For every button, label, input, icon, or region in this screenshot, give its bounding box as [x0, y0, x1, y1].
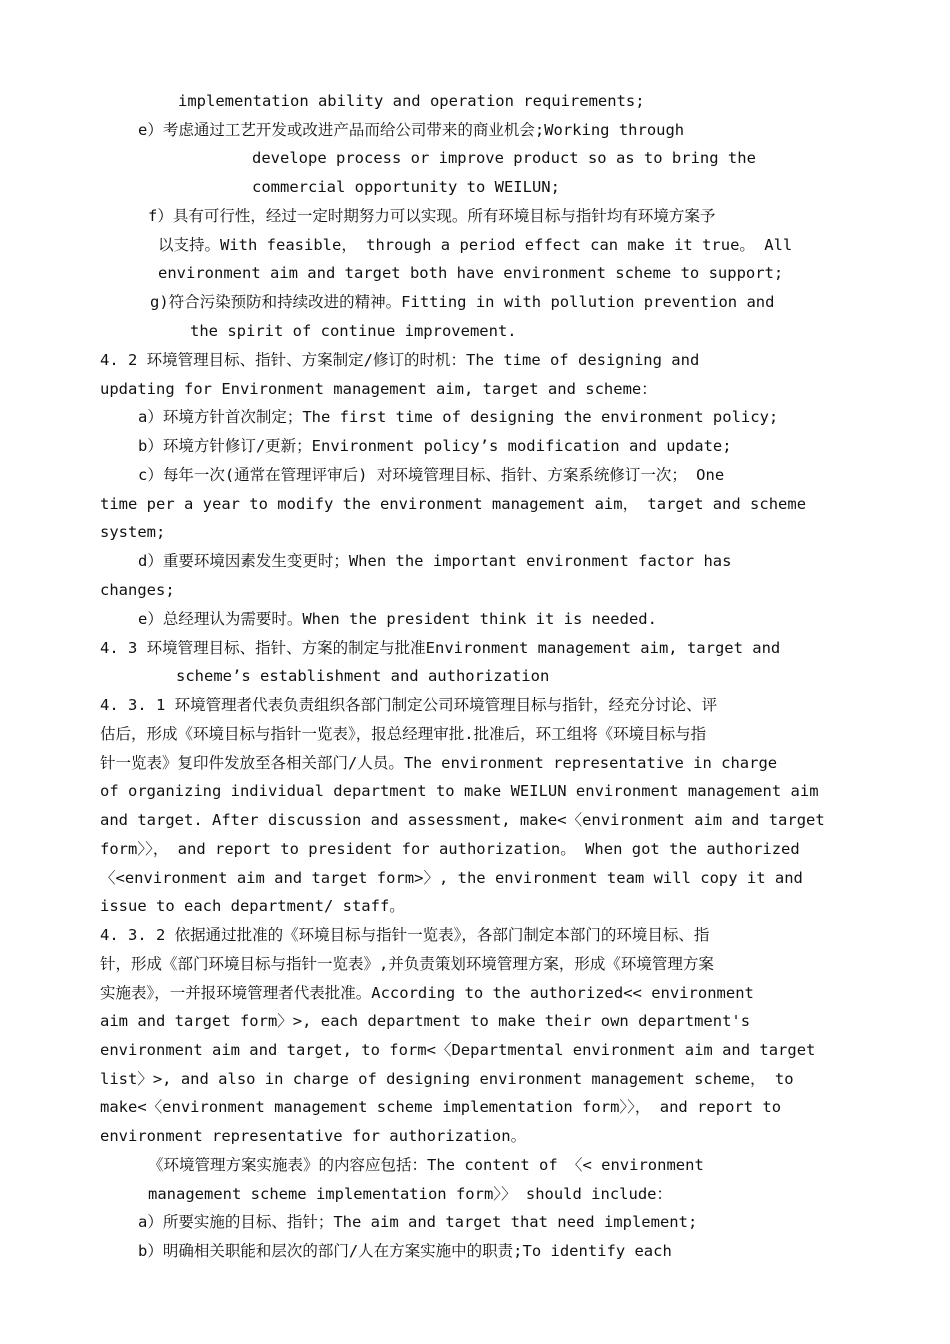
list-item-c: c）每年一次(通常在管理评审后) 对环境管理目标、指针、方案系统修订一次； One: [138, 466, 725, 484]
section-heading-4-2: 4. 2 环境管理目标、指针、方案制定/修订的时机：The time of designing and: [100, 351, 700, 369]
text-line: 以支持。With feasible， through a period effect can make it true。 All: [158, 236, 793, 254]
text-line: the spirit of continue improvement.: [190, 322, 517, 340]
text-line: updating for Environment management aim, target and scheme：: [100, 380, 657, 398]
text-line: changes;: [100, 581, 175, 599]
text-line: 〈<environment aim and target form>〉, the environment team will copy it and: [100, 869, 803, 887]
text-line: environment aim and target, to form<〈Departmental environment aim and target: [100, 1041, 816, 1059]
text-line: aim and target form〉>, each department to make their own department's: [100, 1012, 751, 1030]
text-line: list〉>, and also in charge of designing environment management scheme， to: [100, 1070, 794, 1088]
list-item-e: e）考虑通过工艺开发或改进产品而给公司带来的商业机会;Working through: [138, 121, 685, 139]
text-line: implementation ability and operation requirements;: [178, 92, 645, 110]
section-heading-4-3-1: 4. 3. 1 环境管理者代表负责组织各部门制定公司环境管理目标与指针，经充分讨论、评: [100, 696, 718, 714]
list-item-g: g)符合污染预防和持续改进的精神。Fitting in with pollution prevention and: [150, 293, 775, 311]
text-line: environment representative for authorization。: [100, 1127, 527, 1145]
text-line: time per a year to modify the environment management aim， target and scheme: [100, 495, 807, 513]
list-item-a2: a）所要实施的目标、指针；The aim and target that need implement;: [138, 1213, 698, 1231]
text-line: 针，形成《部门环境目标与指针一览表》,并负责策划环境管理方案，形成《环境管理方案: [100, 955, 714, 973]
section-heading-4-3: 4. 3 环境管理目标、指针、方案的制定与批准Environment management aim, target and: [100, 639, 781, 657]
text-line: form〉〉， and report to president for authorization。 When got the authorized: [100, 840, 800, 858]
text-line: 估后，形成《环境目标与指针一览表》，报总经理审批.批准后，环工组将《环境目标与指: [100, 725, 707, 743]
text-line: scheme’s establishment and authorization: [176, 667, 550, 685]
text-line: system;: [100, 523, 166, 541]
text-line: make<〈environment management scheme implementation form〉〉， and report to: [100, 1098, 782, 1116]
text-line: issue to each department/ staff。: [100, 897, 405, 915]
text-line: develope process or improve product so as to bring the: [252, 149, 756, 167]
list-item-b2: b）明确相关职能和层次的部门/人在方案实施中的职责;To identify each: [138, 1242, 672, 1260]
text-line: management scheme implementation form〉〉 should include：: [148, 1185, 673, 1203]
text-line: 针一览表》复印件发放至各相关部门/人员。The environment representative in charge: [100, 754, 778, 772]
list-item-d: d）重要环境因素发生变更时；When the important environment factor has: [138, 552, 732, 570]
list-item-f: f）具有可行性，经过一定时期努力可以实现。所有环境目标与指针均有环境方案予: [148, 207, 716, 225]
text-line: environment aim and target both have environment scheme to support;: [158, 264, 784, 282]
list-item-a: a）环境方针首次制定；The first time of designing the environment policy;: [138, 408, 779, 426]
text-line: of organizing individual department to make WEILUN environment management aim: [100, 782, 819, 800]
list-item-b: b）环境方针修订/更新；Environment policy’s modification and update;: [138, 437, 732, 455]
list-item-e2: e）总经理认为需要时。When the president think it is needed.: [138, 610, 657, 628]
text-line: and target. After discussion and assessment, make<〈environment aim and target: [100, 811, 825, 829]
text-line: 《环境管理方案实施表》的内容应包括：The content of 〈< environment: [148, 1156, 704, 1174]
section-heading-4-3-2: 4. 3. 2 依据通过批准的《环境目标与指针一览表》，各部门制定本部门的环境目标、指: [100, 926, 710, 944]
text-line: commercial opportunity to WEILUN;: [252, 178, 560, 196]
text-line: 实施表》，一并报环境管理者代表批准。According to the authorized<< environment: [100, 984, 754, 1002]
